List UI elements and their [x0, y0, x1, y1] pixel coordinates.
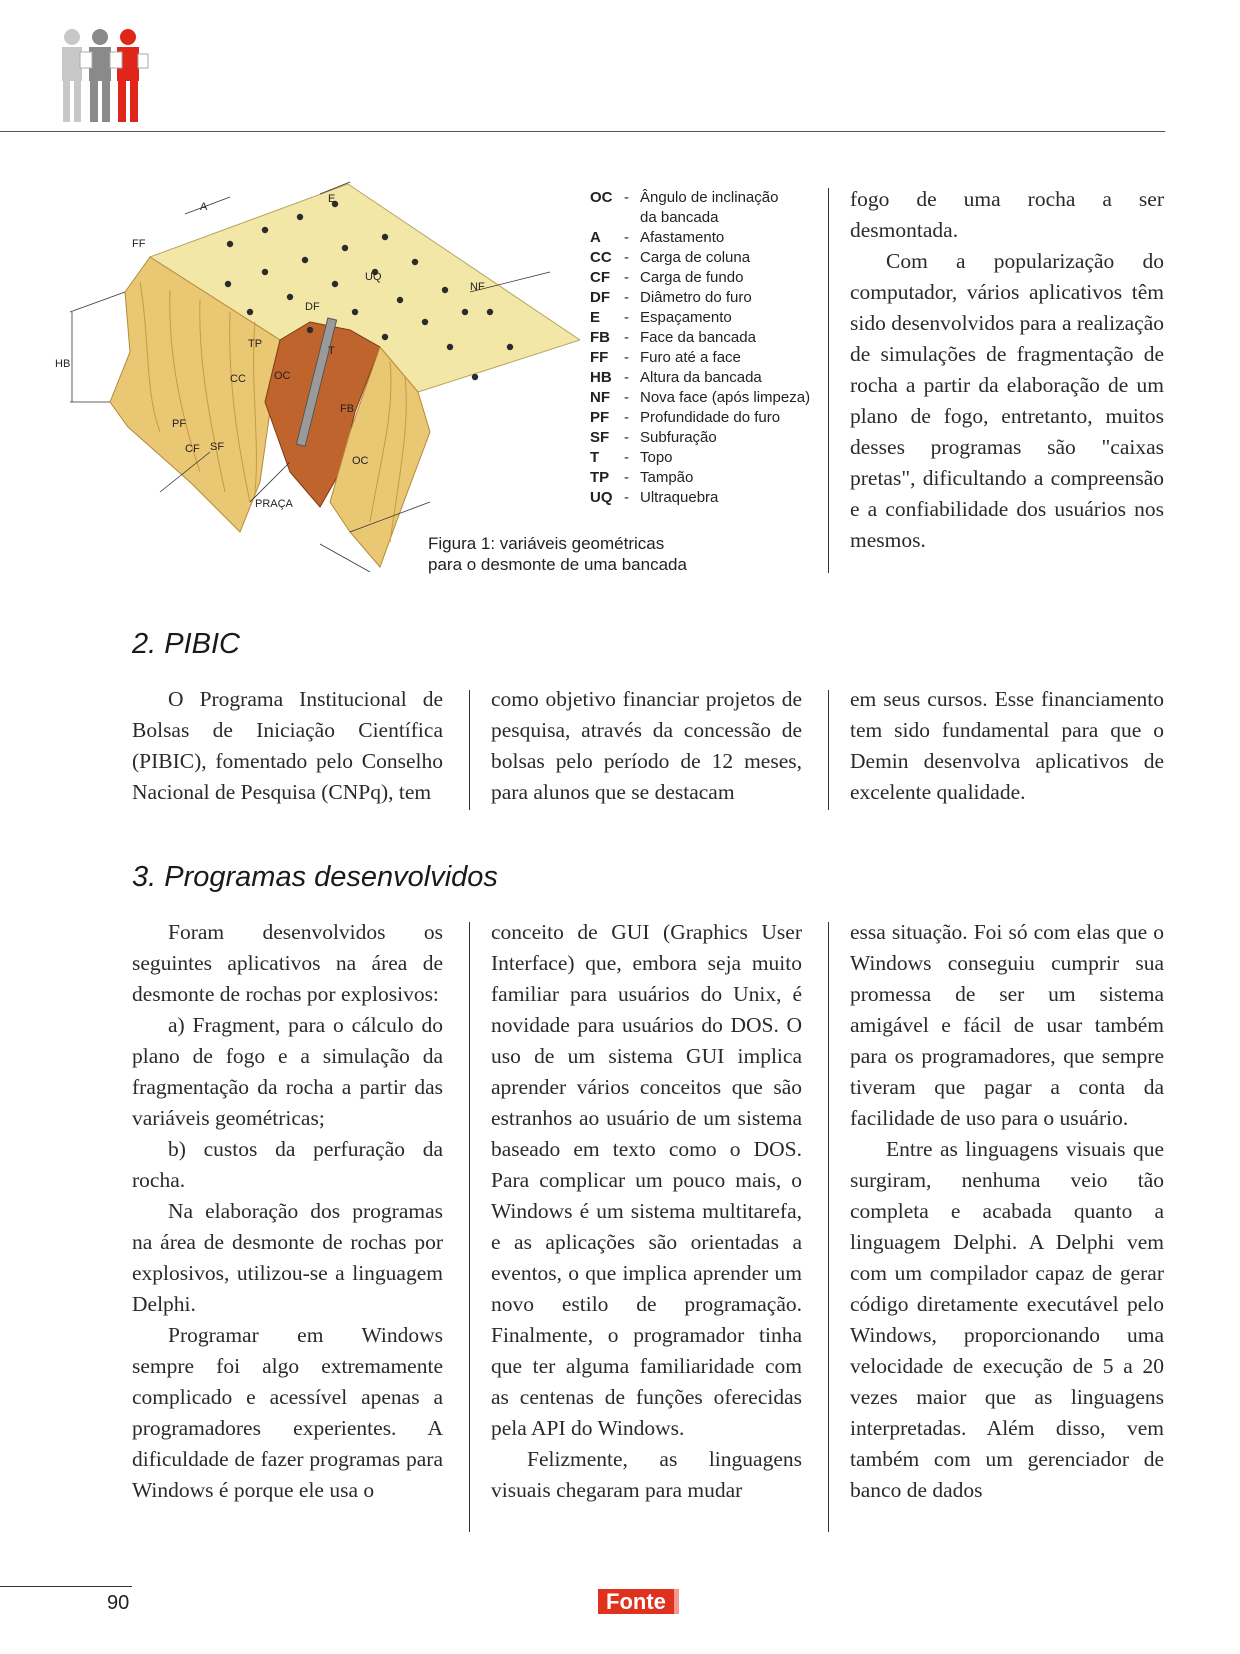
- label-HB: HB: [55, 358, 71, 370]
- section3-col2: [491, 917, 802, 1506]
- paragraph: conceito de GUI (Graphics User Interface) que, embora seja muito familiar para usuários do Unix, é novidade para usuários do DOS. O uso de um sistema GUI implica aprender vários conceitos que são estranhos ao usuário de um sistema baseado em texto como o DOS. Para complicar um pouco mais, o Windows é um sistema multitarefa, e as aplicações são orientadas a eventos, o que implica aprender um novo estilo de programação. Finalmente, o programador tinha que ter alguma familiaridade com as centenas de funções oferecidas pela API do Windows.: [491, 920, 802, 1440]
- brand-logo-text: Fonte: [598, 1589, 679, 1614]
- paragraph: Com a popularização do computador, vários aplicativos têm sido desenvolvidos para a realização de simulações de fragmentação de rocha a partir da elaboração de um plano de fogo, entretanto, muitos desses programas são "caixas pretas", dificultando a compreensão e a confiabilidade dos usuários nos mesmos.: [850, 249, 1165, 552]
- paragraph: fogo de uma rocha a ser desmontada.: [850, 187, 1164, 242]
- label-CF: CF: [185, 443, 200, 455]
- label-DF: DF: [305, 301, 320, 313]
- figure-caption: [428, 533, 748, 575]
- legend-item: FB - Face da bancada: [590, 329, 756, 346]
- section3-col3: [850, 917, 1164, 1506]
- label-TP: TP: [248, 338, 263, 350]
- legend-item: A - Afastamento: [590, 229, 725, 246]
- brand-logo: [598, 1588, 679, 1616]
- section3-col1: [132, 917, 443, 1506]
- label-E: E: [328, 193, 336, 205]
- header-rule: [0, 131, 1165, 132]
- column-divider: [828, 922, 829, 1532]
- paragraph: Entre as linguagens visuais que surgiram, nenhuma veio tão completa e acabada quanto a linguagem Delphi. A Delphi vem com um compilador capaz de gerar código diretamente executável pelo Windows, proporcionando uma velocidade de execução de 5 a 20 vezes maior que as linguagens interpretadas. Além disso, vem também com um gerenciador de banco de dados: [850, 1137, 1164, 1502]
- paragraph: O Programa Institucional de Bolsas de Iniciação Científica (PIBIC), fomentado pelo Conselho Nacional de Pesquisa (CNPq), tem: [132, 687, 443, 804]
- legend-item: PF - Profundidade do furo: [590, 409, 781, 426]
- label-PF: PF: [172, 418, 187, 430]
- section2-col2: [491, 684, 802, 808]
- legend-item: FF - Furo até a face: [590, 349, 741, 366]
- label-OC-angle: OC: [352, 455, 369, 467]
- label-T: T: [328, 345, 335, 357]
- column-divider: [469, 922, 470, 1532]
- label-CC: CC: [230, 373, 246, 385]
- label-NF: NF: [470, 281, 485, 293]
- paragraph: Programar em Windows sempre foi algo extremamente complicado e acessível apenas a programadores experientes. A dificuldade de fazer programas para Windows é porque ele usa o: [132, 1323, 443, 1502]
- legend-item: TP - Tampão: [590, 469, 694, 486]
- page-number: 90: [107, 1592, 130, 1614]
- paragraph: essa situação. Foi só com elas que o Windows conseguiu cumprir sua promessa de ser um sistema amigável e fácil de usar também para os programadores, que sempre tiveram que pagar a conta da facilidade de uso para o usuário.: [850, 920, 1164, 1130]
- paragraph: Felizmente, as linguagens visuais chegaram para mudar: [491, 1447, 802, 1502]
- legend-item: E - Espaçamento: [590, 309, 732, 326]
- legend-item: SF - Subfuração: [590, 429, 717, 446]
- label-FF: FF: [132, 238, 146, 250]
- caption-line: Figura 1: variáveis geométricas: [428, 534, 665, 553]
- label-UQ: UQ: [365, 271, 382, 283]
- label-A: A: [200, 201, 208, 213]
- legend-item: CF - Carga de fundo: [590, 269, 744, 286]
- legend-item: DF - Diâmetro do furo: [590, 289, 752, 306]
- top-right-column: [850, 184, 1164, 556]
- legend-item: CC - Carga de coluna: [590, 249, 751, 266]
- legend-item: OC - Ângulo de inclinação da bancada: [590, 189, 779, 226]
- paragraph: Na elaboração dos programas na área de desmonte de rochas por explosivos, utilizou-se a linguagem Delphi.: [132, 1199, 443, 1316]
- paragraph: a) Fragment, para o cálculo do plano de fogo e a simulação da fragmentação da rocha a partir das variáveis geométricas;: [132, 1013, 443, 1130]
- paragraph: b) custos da perfuração da rocha.: [132, 1137, 443, 1192]
- section-title: 3. Programas desenvolvidos: [132, 861, 498, 893]
- paragraph: Foram desenvolvidos os seguintes aplicativos na área de desmonte de rochas por explosivos:: [132, 920, 443, 1006]
- figure-legend: [590, 188, 820, 508]
- section2-col1: [132, 684, 443, 808]
- column-divider: [828, 690, 829, 810]
- label-SF: SF: [210, 441, 225, 453]
- legend-item: NF - Nova face (após limpeza): [590, 389, 811, 406]
- column-divider: [828, 188, 829, 573]
- label-praca: PRAÇA: [255, 498, 293, 510]
- footer-rule: [0, 1586, 132, 1587]
- legend-item: UQ - Ultraquebra: [590, 489, 719, 506]
- section2-col3: [850, 684, 1164, 808]
- bench-diagram: [50, 172, 580, 572]
- legend-item: HB - Altura da bancada: [590, 369, 762, 386]
- caption-line: para o desmonte de uma bancada: [428, 555, 687, 574]
- three-people-icon: [58, 26, 158, 126]
- legend-item: T - Topo: [590, 449, 673, 466]
- label-FB: FB: [340, 403, 355, 415]
- section-title: 2. PIBIC: [132, 628, 240, 660]
- paragraph: como objetivo financiar projetos de pesquisa, através da concessão de bolsas pelo período de 12 meses, para alunos que se destacam: [491, 687, 802, 804]
- column-divider: [469, 690, 470, 810]
- label-OC: OC: [274, 370, 291, 382]
- header-logo: [58, 26, 158, 126]
- paragraph: em seus cursos. Esse financiamento tem sido fundamental para que o Demin desenvolva aplicativos de excelente qualidade.: [850, 687, 1164, 804]
